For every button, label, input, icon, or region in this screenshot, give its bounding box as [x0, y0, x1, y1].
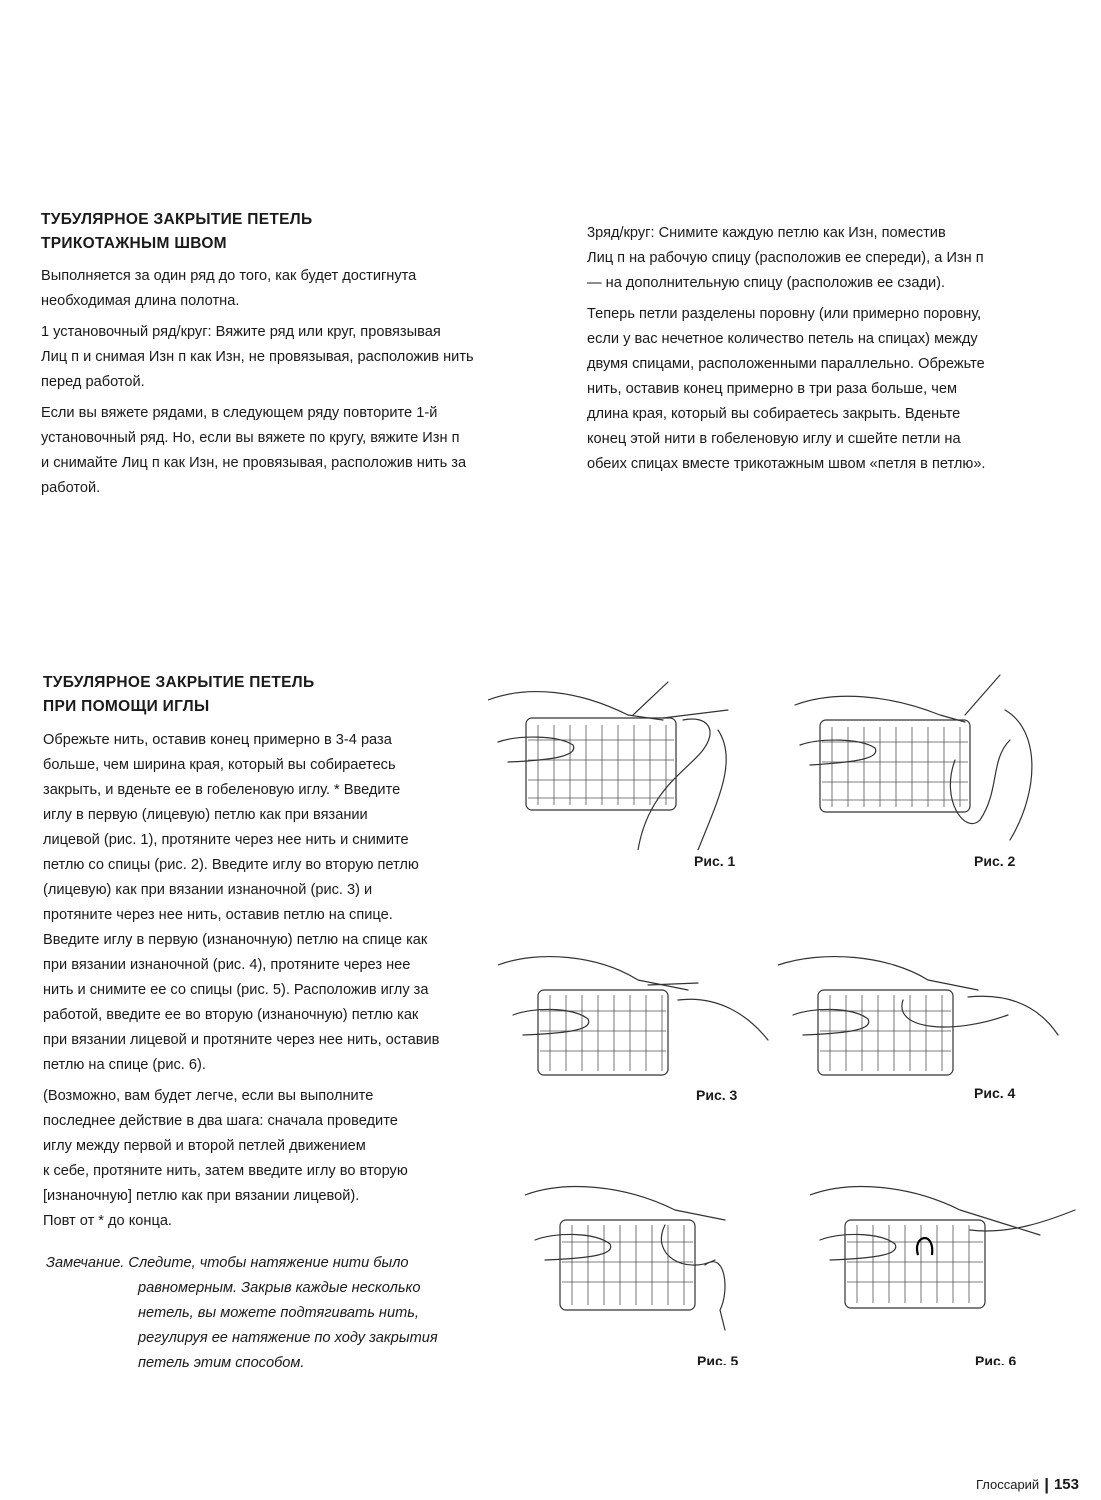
footer-separator: |	[1044, 1475, 1049, 1494]
figure-6-illustration	[810, 1180, 1090, 1340]
section1-paragraph-2: 1 установочный ряд/круг: Вяжите ряд или круг, провязывая Лиц п и снимая Изн п как Изн, не провязывая, расположив нить перед работой.	[41, 324, 474, 390]
section2-paragraph-2: (Возможно, вам будет легче, если вы выполните последнее действие в два шага: сначала проведите иглу между первой и второй петлей движением к себе, протяните нить, затем введите иглу во вторую [изнаночную] петлю как при вязании лицевой). Повт от * до конца.	[43, 1088, 408, 1229]
section1-title	[41, 208, 511, 256]
section2-title-line2: ПРИ ПОМОЩИ ИГЛЫ	[43, 698, 210, 715]
section1-left-column	[41, 264, 521, 507]
figure-3	[498, 945, 798, 1110]
page-footer	[976, 1475, 1079, 1495]
note-line-3: нетель, вы можете подтягивать нить,	[138, 1305, 419, 1321]
section1-paragraph-5: Теперь петли разделены поровну (или примерно поровну, если у вас нечетное количество петель на спицах) между двумя спицами, расположенными параллельно. Обрежьте нить, оставив конец примерно в три раза больше, чем длина края, который вы собираетесь закрыть. Вденьте конец этой нити в гобеленовую иглу и сшейте петли на обеих спицах вместе трикотажным швом «петля в петлю».	[587, 306, 986, 472]
note-line-1: Замечание. Следите, чтобы натяжение нити было	[46, 1255, 409, 1271]
page-number: 153	[1053, 1476, 1079, 1493]
note-line-2: равномерным. Закрыв каждые несколько	[138, 1280, 421, 1296]
section2-paragraph-1: Обрежьте нить, оставив конец примерно в 3-4 раза больше, чем ширина края, который вы собираетесь закрыть, и вденьте ее в гобеленовую иглу. * Введите иглу в первую (лицевую) петлю как при вязании лицевой (рис. 1), протяните через нее нить и снимите петлю со спицы (рис. 2). Введите иглу во вторую петлю (лицевую) как при вязании изнаночной (рис. 3) и протяните через нее нить, оставив петлю на спице. Введите иглу в первую (изнаночную) петлю на спице как при вязании изнаночной (рис. 4), протяните через нее нить и снимите ее со спицы (рис. 5). Расположив иглу за работой, введите ее во вторую (изнаночную) петлю как при вязании лицевой и протяните через нее нить, оставив петлю на спице (рис. 6).	[43, 732, 440, 1073]
section1-paragraph-3: Если вы вяжете рядами, в следующем ряду повторите 1-й установочный ряд. Но, если вы вяжете по кругу, вяжите Изн п и снимайте Лиц п как Изн, не провязывая, расположив нить за работой.	[41, 405, 467, 496]
section1-right-column	[587, 221, 1067, 483]
figure-6	[810, 1180, 1090, 1365]
section1-title-line2: ТРИКОТАЖНЫМ ШВОМ	[41, 235, 227, 252]
section1-paragraph-1: Выполняется за один ряд до того, как будет достигнута необходимая длина полотна.	[41, 268, 417, 309]
section1-title-line1: ТУБУЛЯРНОЕ ЗАКРЫТИЕ ПЕТЕЛЬ	[41, 211, 313, 228]
note-line-4: регулируя ее натяжение по ходу закрытия	[138, 1330, 438, 1346]
figure-5-illustration	[525, 1180, 805, 1340]
note-line-5: петель этим способом.	[138, 1355, 305, 1371]
figure-1-label: Рис. 1	[694, 853, 736, 869]
section2-title-line1: ТУБУЛЯРНОЕ ЗАКРЫТИЕ ПЕТЕЛЬ	[43, 674, 315, 691]
figure-3-illustration	[498, 945, 798, 1085]
figure-5-label: Рис. 5	[697, 1353, 739, 1365]
figure-2	[790, 670, 1090, 880]
figure-4	[778, 945, 1078, 1110]
figure-2-label: Рис. 2	[974, 853, 1016, 869]
figure-6-label: Рис. 6	[975, 1353, 1017, 1365]
note-block	[46, 1251, 486, 1376]
figure-3-label: Рис. 3	[696, 1087, 738, 1103]
figure-4-label: Рис. 4	[974, 1085, 1016, 1101]
figure-2-illustration	[790, 670, 1090, 850]
section2-title	[43, 671, 483, 719]
figure-1	[488, 670, 788, 880]
figure-1-illustration	[488, 670, 788, 850]
figure-5	[525, 1180, 805, 1365]
section1-paragraph-4: 3ряд/круг: Снимите каждую петлю как Изн, поместив Лиц п на рабочую спицу (расположив ее спереди), а Изн п — на дополнительную спицу (расположив ее сзади).	[587, 225, 984, 291]
footer-section-name: Глоссарий	[975, 1477, 1040, 1492]
figure-4-illustration	[778, 945, 1078, 1085]
section2-text	[43, 728, 493, 1240]
